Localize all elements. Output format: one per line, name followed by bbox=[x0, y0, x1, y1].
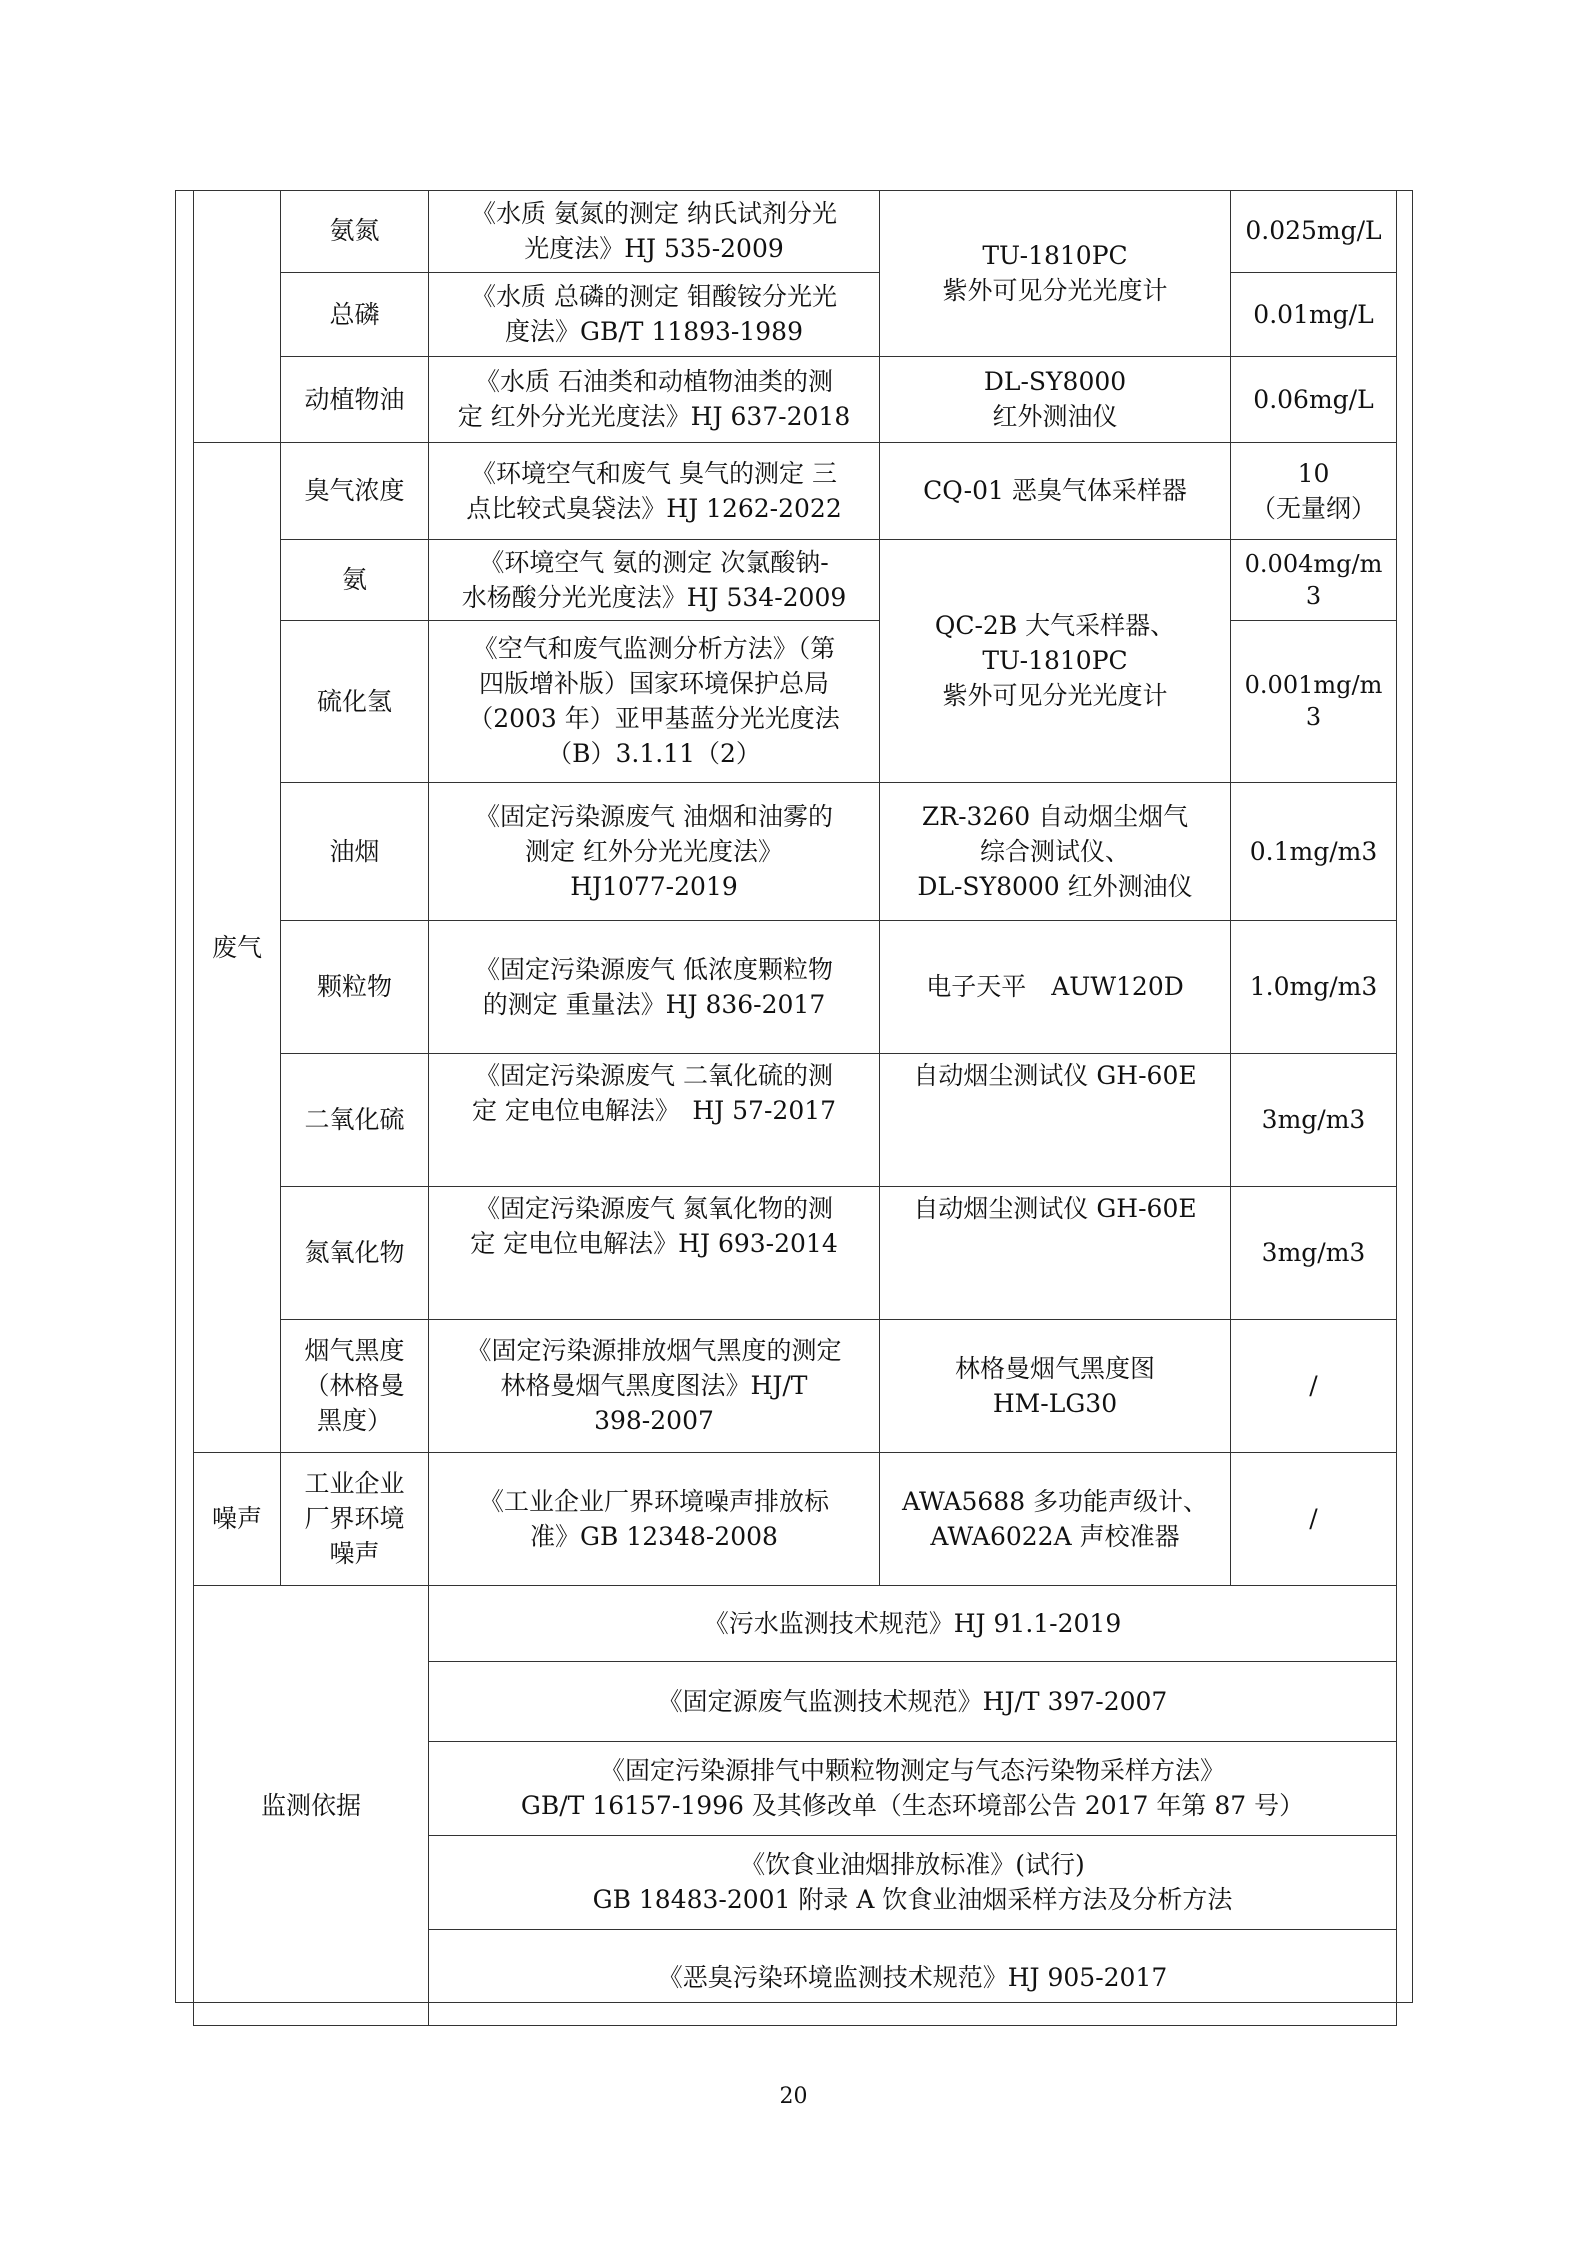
instrument-oil-analyzer: DL-SY8000 红外测油仪 bbox=[880, 356, 1231, 442]
basis-standard-4: 《饮食业油烟排放标准》(试行) GB 18483-2001 附录 A 饮食业油烟采样方法及分析方法 bbox=[429, 1835, 1397, 1929]
limit-nitrogen-oxides: 3mg/m3 bbox=[1231, 1186, 1397, 1319]
method-nitrogen-oxides: 《固定污染源废气 氮氧化物的测 定 定电位电解法》HJ 693-2014 bbox=[429, 1186, 880, 1319]
instrument-smoke-dust-tester: 自动烟尘测试仪 GH-60E bbox=[880, 1053, 1231, 1186]
basis-label: 监测依据 bbox=[194, 1585, 429, 2025]
limit-ammonia: 0.004mg/m 3 bbox=[1231, 539, 1397, 620]
limit-ammonia-nitrogen: 0.025mg/L bbox=[1231, 190, 1397, 272]
table-row bbox=[194, 442, 1397, 539]
instrument-electronic-balance: 电子天平 AUW120D bbox=[880, 920, 1231, 1053]
item-cooking-fume: 油烟 bbox=[281, 782, 429, 920]
instrument-ringelmann-chart: 林格曼烟气黑度图 HM-LG30 bbox=[880, 1319, 1231, 1452]
method-hydrogen-sulfide: 《空气和废气监测分析方法》（第 四版增补版）国家环境保护总局 （2003 年）亚甲基蓝分光光度法 （B）3.1.11（2） bbox=[429, 620, 880, 782]
limit-boundary-noise: / bbox=[1231, 1452, 1397, 1585]
category-waste-gas: 废气 bbox=[194, 442, 281, 1452]
basis-standard-5: 《恶臭污染环境监测技术规范》HJ 905-2017 bbox=[429, 1929, 1397, 2025]
table-row bbox=[194, 539, 1397, 620]
method-cooking-fume: 《固定污染源废气 油烟和油雾的 测定 红外分光光度法》 HJ1077-2019 bbox=[429, 782, 880, 920]
item-sulfur-dioxide: 二氧化硫 bbox=[281, 1053, 429, 1186]
method-total-phosphorus: 《水质 总磷的测定 钼酸铵分光光 度法》GB/T 11893-1989 bbox=[429, 272, 880, 356]
instrument-sound-level-meter: AWA5688 多功能声级计、 AWA6022A 声校准器 bbox=[880, 1452, 1231, 1585]
limit-hydrogen-sulfide: 0.001mg/m 3 bbox=[1231, 620, 1397, 782]
table-row bbox=[194, 1319, 1397, 1452]
table-row bbox=[194, 190, 1397, 272]
table-row bbox=[194, 356, 1397, 442]
method-animal-vegetable-oil: 《水质 石油类和动植物油类的测 定 红外分光光度法》HJ 637-2018 bbox=[429, 356, 880, 442]
method-sulfur-dioxide: 《固定污染源废气 二氧化硫的测 定 定电位电解法》 HJ 57-2017 bbox=[429, 1053, 880, 1186]
item-particulate-matter: 颗粒物 bbox=[281, 920, 429, 1053]
table-row bbox=[194, 1585, 1397, 1661]
item-animal-vegetable-oil: 动植物油 bbox=[281, 356, 429, 442]
basis-standard-3: 《固定污染源排气中颗粒物测定与气态污染物采样方法》 GB/T 16157-1996 及其修改单（生态环境部公告 2017 年第 87 号） bbox=[429, 1741, 1397, 1835]
item-nitrogen-oxides: 氮氧化物 bbox=[281, 1186, 429, 1319]
limit-cooking-fume: 0.1mg/m3 bbox=[1231, 782, 1397, 920]
item-ammonia: 氨 bbox=[281, 539, 429, 620]
table-row bbox=[194, 1053, 1397, 1186]
instrument-odor-sampler: CQ-01 恶臭气体采样器 bbox=[880, 442, 1231, 539]
table-row bbox=[194, 920, 1397, 1053]
category-noise: 噪声 bbox=[194, 1452, 281, 1585]
limit-particulate-matter: 1.0mg/m3 bbox=[1231, 920, 1397, 1053]
method-ammonia: 《环境空气 氨的测定 次氯酸钠- 水杨酸分光光度法》HJ 534-2009 bbox=[429, 539, 880, 620]
table-row bbox=[194, 782, 1397, 920]
limit-total-phosphorus: 0.01mg/L bbox=[1231, 272, 1397, 356]
item-smoke-blackness: 烟气黑度 （林格曼 黑度） bbox=[281, 1319, 429, 1452]
method-boundary-noise: 《工业企业厂界环境噪声排放标 准》GB 12348-2008 bbox=[429, 1452, 880, 1585]
limit-sulfur-dioxide: 3mg/m3 bbox=[1231, 1053, 1397, 1186]
table-row bbox=[194, 1186, 1397, 1319]
category-water bbox=[194, 190, 281, 442]
item-hydrogen-sulfide: 硫化氢 bbox=[281, 620, 429, 782]
table-row bbox=[194, 1452, 1397, 1585]
basis-standard-2: 《固定源废气监测技术规范》HJ/T 397-2007 bbox=[429, 1661, 1397, 1741]
basis-standard-1: 《污水监测技术规范》HJ 91.1-2019 bbox=[429, 1585, 1397, 1661]
item-odor-concentration: 臭气浓度 bbox=[281, 442, 429, 539]
instrument-air-sampler: QC-2B 大气采样器、 TU-1810PC 紫外可见分光光度计 bbox=[880, 539, 1231, 782]
instrument-uv-spectrophotometer: TU-1810PC 紫外可见分光光度计 bbox=[880, 190, 1231, 356]
method-particulate-matter: 《固定污染源废气 低浓度颗粒物 的测定 重量法》HJ 836-2017 bbox=[429, 920, 880, 1053]
item-ammonia-nitrogen: 氨氮 bbox=[281, 190, 429, 272]
method-smoke-blackness: 《固定污染源排放烟气黑度的测定 林格曼烟气黑度图法》HJ/T 398-2007 bbox=[429, 1319, 880, 1452]
method-ammonia-nitrogen: 《水质 氨氮的测定 纳氏试剂分光 光度法》HJ 535-2009 bbox=[429, 190, 880, 272]
limit-odor-concentration: 10 （无量纲） bbox=[1231, 442, 1397, 539]
method-odor-concentration: 《环境空气和废气 臭气的测定 三 点比较式臭袋法》HJ 1262-2022 bbox=[429, 442, 880, 539]
limit-animal-vegetable-oil: 0.06mg/L bbox=[1231, 356, 1397, 442]
item-boundary-noise: 工业企业 厂界环境 噪声 bbox=[281, 1452, 429, 1585]
instrument-smoke-dust-tester: 自动烟尘测试仪 GH-60E bbox=[880, 1186, 1231, 1319]
monitoring-methods-table bbox=[193, 190, 1397, 2026]
page-number: 20 bbox=[779, 2084, 808, 2109]
instrument-flue-gas-tester: ZR-3260 自动烟尘烟气 综合测试仪、 DL-SY8000 红外测油仪 bbox=[880, 782, 1231, 920]
item-total-phosphorus: 总磷 bbox=[281, 272, 429, 356]
limit-smoke-blackness: / bbox=[1231, 1319, 1397, 1452]
